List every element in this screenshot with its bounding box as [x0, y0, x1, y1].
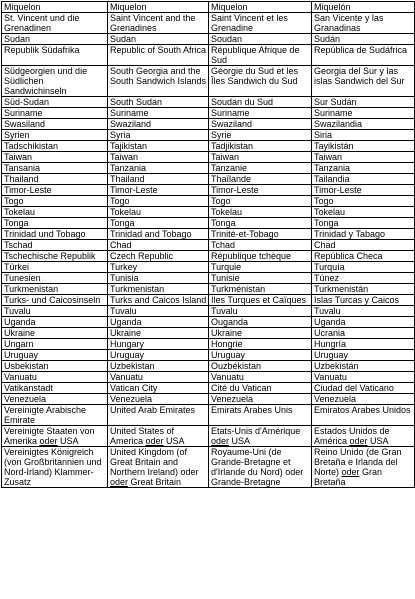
cell-english: Uruguay [108, 350, 209, 361]
cell-spanish: Chad [312, 240, 415, 251]
cell-french: Timor-Leste [209, 185, 312, 196]
cell-french: Togo [209, 196, 312, 207]
cell-german: Usbekistan [2, 361, 108, 372]
cell-german: Suriname [2, 108, 108, 119]
cell-french: Thaïlande [209, 174, 312, 185]
cell-english: Swaziland [108, 119, 209, 130]
cell-german: Tadschikistan [2, 141, 108, 152]
cell-english: Taiwan [108, 152, 209, 163]
table-row [2, 447, 415, 488]
cell-spanish: Ucrania [312, 328, 415, 339]
cell-french: Taiwan [209, 152, 312, 163]
table-row [2, 185, 415, 196]
underlined-conjunction: oder [211, 436, 230, 446]
cell-german: St. Vincent und die Grenadinen [2, 13, 108, 34]
cell-german: Syrien [2, 130, 108, 141]
cell-spanish: Timor-Leste [312, 185, 415, 196]
cell-english: Vanuatu [108, 372, 209, 383]
cell-german: Türkei [2, 262, 108, 273]
cell-german: Ungarn [2, 339, 108, 350]
cell-german: Thailand [2, 174, 108, 185]
table-row [2, 339, 415, 350]
table-row [2, 119, 415, 130]
cell-german: Turks- und Caicosinseln [2, 295, 108, 306]
cell-french: Ouganda [209, 317, 312, 328]
cell-french: Hongrie [209, 339, 312, 350]
table-row [2, 372, 415, 383]
table-row [2, 273, 415, 284]
cell-spanish: Tailandia [312, 174, 415, 185]
cell-spanish: Vanuatu [312, 372, 415, 383]
cell-spanish: Sudán [312, 34, 415, 45]
cell-text: Etats-Unis d'Amérique [211, 426, 301, 436]
cell-french: Emirats Arabes Unis [209, 405, 312, 426]
cell-french: Tonga [209, 218, 312, 229]
cell-text: United Kingdom (of Great Britain and Northern Ireland) oder [110, 447, 199, 477]
cell-french: Iles Turques et Caïques [209, 295, 312, 306]
cell-spanish: Turquía [312, 262, 415, 273]
cell-german: Vanuatu [2, 372, 108, 383]
cell-german: Tokelau [2, 207, 108, 218]
table-row [2, 251, 415, 262]
cell-text: USA [57, 436, 79, 446]
underlined-conjunction: oder [110, 477, 129, 487]
cell-text: United States of America [110, 426, 175, 446]
cell-spanish: San Vicente y las Granadinas [312, 13, 415, 34]
cell-french: Trinité-et-Tobago [209, 229, 312, 240]
table-row [2, 207, 415, 218]
table-row [2, 218, 415, 229]
cell-english: Vatican City [108, 383, 209, 394]
cell-english: Timor-Leste [108, 185, 209, 196]
table-row [2, 284, 415, 295]
cell-german: Uganda [2, 317, 108, 328]
cell-spanish: Tuvalu [312, 306, 415, 317]
cell-spanish: Venezuela [312, 394, 415, 405]
cell-spanish: Emiratos Arabes Unidos [312, 405, 415, 426]
cell-german: Miquelon [2, 2, 108, 13]
cell-french: Géorgie du Sud et les Îles Sandwich du Sud [209, 66, 312, 97]
cell-german: Vatikanstadt [2, 383, 108, 394]
table-row [2, 141, 415, 152]
cell-spanish: Suriname [312, 108, 415, 119]
cell-german: Sudan [2, 34, 108, 45]
cell-german: Ukraine [2, 328, 108, 339]
cell-english: Saint Vincent and the Grenadines [108, 13, 209, 34]
table-row [2, 405, 415, 426]
cell-french: Syrie [209, 130, 312, 141]
cell-german: Taiwan [2, 152, 108, 163]
table-row [2, 350, 415, 361]
cell-german: Südgeorgien und die Südlichen Sandwichinseln [2, 66, 108, 97]
cell-english: Turkey [108, 262, 209, 273]
cell-english: Tonga [108, 218, 209, 229]
cell-spanish [312, 447, 415, 488]
cell-spanish: Taiwan [312, 152, 415, 163]
cell-spanish: Uzbekistán [312, 361, 415, 372]
underlined-conjunction: oder [341, 467, 360, 477]
cell-german: Tschechische Republik [2, 251, 108, 262]
cell-english: Tuvalu [108, 306, 209, 317]
cell-english: Sudan [108, 34, 209, 45]
cell-english: Tajikistan [108, 141, 209, 152]
table-row [2, 240, 415, 251]
cell-english: Thailand [108, 174, 209, 185]
cell-french: Vanuatu [209, 372, 312, 383]
table-row [2, 34, 415, 45]
cell-german: Uruguay [2, 350, 108, 361]
cell-spanish: República de Sudáfrica [312, 45, 415, 66]
cell-english: South Georgia and the South Sandwich Islands [108, 66, 209, 97]
cell-spanish: Trinidad y Tabago [312, 229, 415, 240]
cell-french: Ukraine [209, 328, 312, 339]
cell-english: Chad [108, 240, 209, 251]
cell-spanish: Tanzania [312, 163, 415, 174]
cell-spanish: Tayikistán [312, 141, 415, 152]
table-row [2, 229, 415, 240]
cell-french: Tokelau [209, 207, 312, 218]
cell-french: Tanzanie [209, 163, 312, 174]
cell-german: Togo [2, 196, 108, 207]
table-body [2, 2, 415, 488]
cell-spanish: Tonga [312, 218, 415, 229]
cell-spanish: Hungría [312, 339, 415, 350]
cell-german: Vereinigte Arabische Emirate [2, 405, 108, 426]
cell-french: Tunisie [209, 273, 312, 284]
cell-german: Swasiland [2, 119, 108, 130]
cell-german: Republik Südafrika [2, 45, 108, 66]
table-row [2, 383, 415, 394]
cell-french: Cité du Vatican [209, 383, 312, 394]
table-row [2, 295, 415, 306]
cell-text: USA [367, 436, 389, 446]
cell-english: Syria [108, 130, 209, 141]
cell-french: Miquelon [209, 2, 312, 13]
cell-german: Tuvalu [2, 306, 108, 317]
cell-text: USA [229, 436, 251, 446]
cell-spanish: Georgia del Sur y las islas Sandwich del Sur [312, 66, 415, 97]
cell-german: Tunesien [2, 273, 108, 284]
cell-german: Tansania [2, 163, 108, 174]
cell-spanish: Uruguay [312, 350, 415, 361]
cell-spanish: Turkmenistán [312, 284, 415, 295]
cell-english: Miquelon [108, 2, 209, 13]
country-names-table [1, 1, 415, 488]
cell-spanish [312, 426, 415, 447]
cell-text: Vereinigte Staaten von Amerika [4, 426, 95, 446]
underlined-conjunction: oder [39, 436, 58, 446]
table-row [2, 152, 415, 163]
cell-text: Great Britain [128, 477, 182, 487]
cell-english: Trinidad and Tobago [108, 229, 209, 240]
underlined-conjunction: oder [145, 436, 164, 446]
cell-text: Reino Unido (de Gran Bretaña e Irlanda del Norte) [314, 447, 402, 477]
cell-german: Timor-Leste [2, 185, 108, 196]
cell-english: Turkmenistan [108, 284, 209, 295]
table-row [2, 130, 415, 141]
cell-english: Togo [108, 196, 209, 207]
cell-text: Estados Unidos de América [314, 426, 390, 446]
cell-english: Czech Republic [108, 251, 209, 262]
cell-english: Uzbekistan [108, 361, 209, 372]
cell-french: République tchèque [209, 251, 312, 262]
table-row [2, 361, 415, 372]
cell-french: Suriname [209, 108, 312, 119]
cell-french: Swaziland [209, 119, 312, 130]
cell-french: Saint Vincent et les Grenadine [209, 13, 312, 34]
cell-spanish: Sur Sudán [312, 97, 415, 108]
cell-french: Tuvalu [209, 306, 312, 317]
cell-text: Gran Bretaña [314, 467, 383, 487]
cell-english: Tokelau [108, 207, 209, 218]
cell-spanish: Islas Turcas y Caicos [312, 295, 415, 306]
cell-english: Tanzania [108, 163, 209, 174]
cell-english: South Sudan [108, 97, 209, 108]
cell-english [108, 426, 209, 447]
table-row [2, 328, 415, 339]
table-row [2, 394, 415, 405]
table-row [2, 174, 415, 185]
cell-german [2, 426, 108, 447]
table-row [2, 426, 415, 447]
cell-english: Tunisia [108, 273, 209, 284]
cell-french: Tadjikistan [209, 141, 312, 152]
table-row [2, 108, 415, 119]
cell-english: Venezuela [108, 394, 209, 405]
cell-german: Vereinigtes Königreich (von Großbritannien und Nord-Irland) Klammer-Zusatz [2, 447, 108, 488]
table-row [2, 45, 415, 66]
cell-english: Republic of South Africa [108, 45, 209, 66]
cell-spanish: Ciudad del Vaticano [312, 383, 415, 394]
cell-english: Suriname [108, 108, 209, 119]
table-row [2, 262, 415, 273]
table-row [2, 306, 415, 317]
cell-german: Turkmenistan [2, 284, 108, 295]
cell-text: USA [163, 436, 185, 446]
cell-spanish: Uganda [312, 317, 415, 328]
cell-english: Uganda [108, 317, 209, 328]
table-row [2, 13, 415, 34]
cell-english [108, 447, 209, 488]
cell-french: Uruguay [209, 350, 312, 361]
cell-german: Süd-Sudan [2, 97, 108, 108]
cell-german: Tonga [2, 218, 108, 229]
cell-english: United Arab Emirates [108, 405, 209, 426]
cell-english: Ukraine [108, 328, 209, 339]
cell-spanish: Túnez [312, 273, 415, 284]
table-row [2, 317, 415, 328]
cell-spanish: Miquelón [312, 2, 415, 13]
underlined-conjunction: oder [349, 436, 368, 446]
cell-french: Soudan du Sud [209, 97, 312, 108]
cell-french: Turkménistan [209, 284, 312, 295]
cell-french: Turquie [209, 262, 312, 273]
cell-french: Royaume-Uni (de Grande-Bretagne et d'Irlande du Nord) oder Grande-Bretagne [209, 447, 312, 488]
cell-french [209, 426, 312, 447]
table-row [2, 66, 415, 97]
cell-spanish: Swazilandia [312, 119, 415, 130]
cell-english: Hungary [108, 339, 209, 350]
table-row [2, 97, 415, 108]
table-row [2, 2, 415, 13]
table-row [2, 196, 415, 207]
cell-french: République Afrique de Sud [209, 45, 312, 66]
cell-english: Turks and Caicos Island [108, 295, 209, 306]
cell-french: Soudan [209, 34, 312, 45]
cell-german: Trinidad und Tobago [2, 229, 108, 240]
cell-german: Tschad [2, 240, 108, 251]
cell-french: Venezuela [209, 394, 312, 405]
cell-spanish: Togo [312, 196, 415, 207]
table-row [2, 163, 415, 174]
cell-spanish: Siria [312, 130, 415, 141]
cell-french: Ouzbékistan [209, 361, 312, 372]
cell-german: Venezuela [2, 394, 108, 405]
cell-french: Tchad [209, 240, 312, 251]
cell-spanish: República Checa [312, 251, 415, 262]
cell-spanish: Tokelau [312, 207, 415, 218]
